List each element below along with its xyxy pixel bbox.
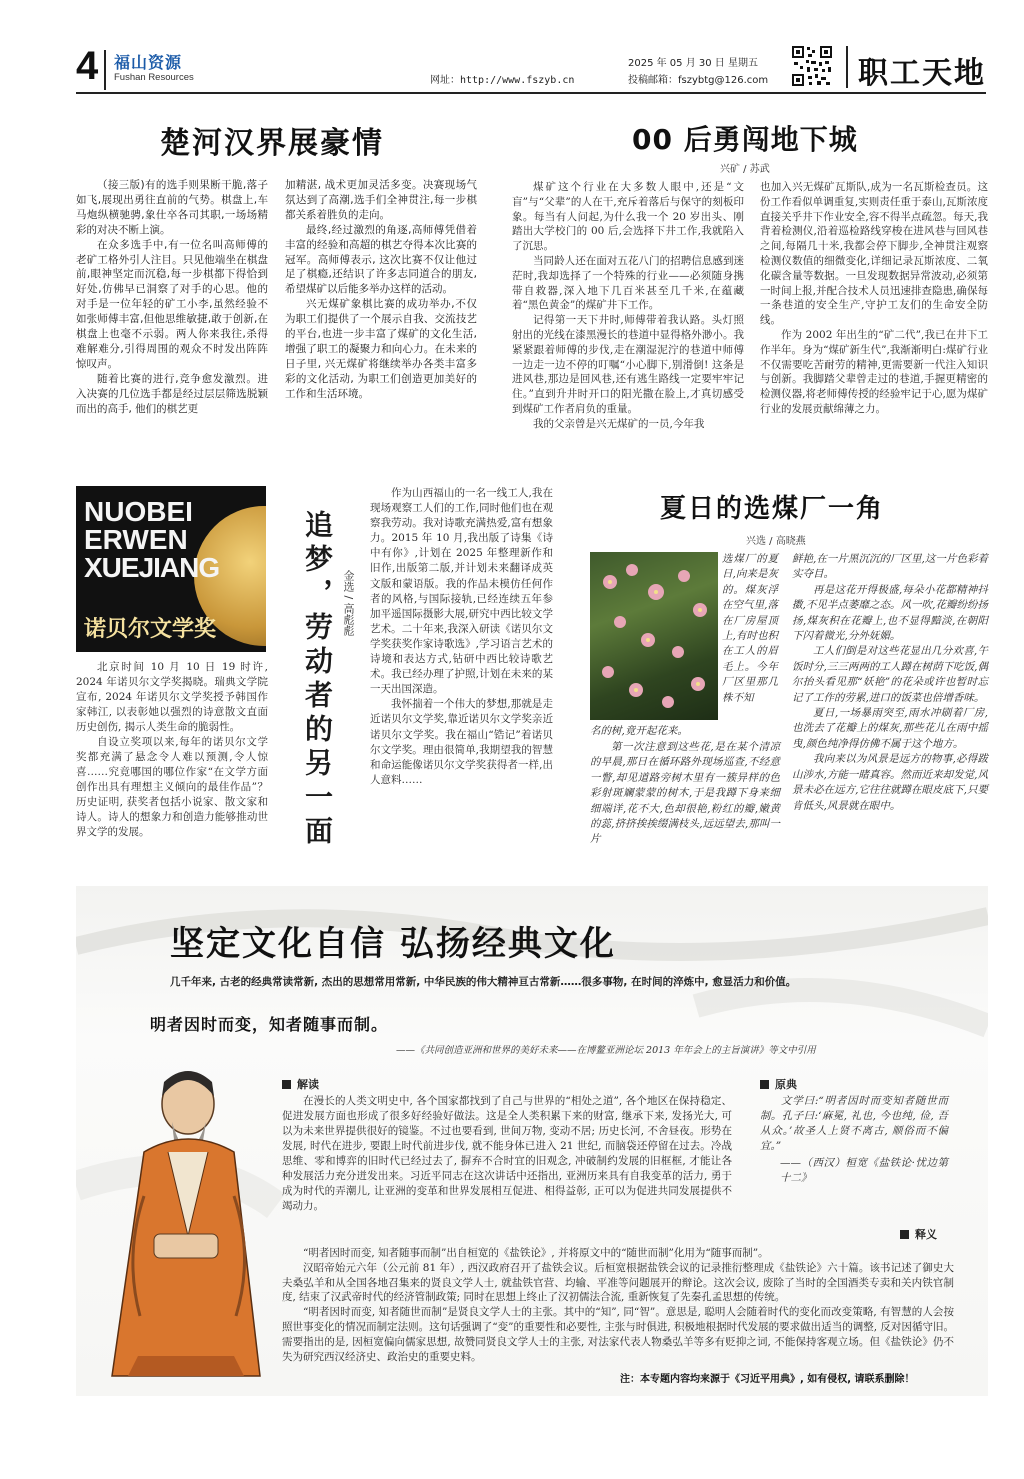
article2-col1-para: 我的父亲曾是兴无煤矿的一员,今年我 xyxy=(533,417,705,430)
jiedu-text xyxy=(282,1094,732,1214)
shiyi-para: 汉昭帝始元六年（公元前 81 年）, 西汉政府召开了盐铁会议。后桓宽根据盐铁会议的记录推衍整理成《盐铁论》六十篇。该书记述了御史大夫桑弘羊和从全国各地召集来的贤良文学人士, 就盐铁官营、均输、平准等问题展开的辩论。这次会议, 废除了当时的全国酒类专卖和关内铁官制度, 结束了汉武帝时代的经济管制政策; 同时在思想上终止了汉初儒法合流, 重新恢复了先秦孔孟思想的传统。 xyxy=(282,1261,954,1304)
article4-title: 夏日的选煤厂一角 xyxy=(660,494,885,524)
website: 网址：http://www.fszyb.cn xyxy=(430,75,575,86)
masthead xyxy=(76,40,986,92)
article1-col1-para: （接三版)有的选手则果断干脆,落子如飞,展现出勇往直前的气势。棋盘上,车马炮纵横驰骋,象仕卒各司其职,一场场精彩的对决不断上演。 xyxy=(76,179,268,236)
article3-right-para: 我怀揣着一个伟大的梦想,那就是走近诺贝尔文学奖,靠近诺贝尔文学奖亲近诺贝尔文学奖。我在福山“锆记”着诺贝尔文学奖。理由很简单,我期望我的智慧和命运能像诺贝尔文学奖获得者一样,出人意料…… xyxy=(370,698,553,786)
article4-col2-para: 工人们倒是对这些花显出几分欢喜,午饭时分,三三两两的工人蹲在树荫下吃饭,偶尔抬头看见那“妖艳”的花朵或许也暂时忘记了工作的劳累,进口的饭菜也倍增香味。 xyxy=(792,645,988,704)
yuandian-para: 文学曰:“明者因时而变知者随世而制。孔子曰:‘麻冕, 礼也, 今也纯, 俭, 吾从众。’故圣人上贤不离古, 顺俗而不偏宜。” xyxy=(760,1095,948,1152)
qr-code-icon xyxy=(790,44,834,88)
article2-col1-para: 煤矿这个行业在大多数人眼中,还是“文盲”与“父辈”的人在干,充斥着落后与保守的刻板印象。每当有人问起,为什么我一个 20 岁出头、刚踏出大学校门的 00 后,会选择下井工作,我就陷入了沉思。 xyxy=(512,181,744,253)
shiyi-para: “明者因时而变, 知者随世而制”是贤良文学人士的主张。其中的“知”, 同“智”。意思是, 聪明人会随着时代的变化而改变策略, 有智慧的人会按照世事变化的情况而制定法则。这句话强调了“变”的重要性和必要性, 主张与时俱进, 积极地根据时代发展的要求做出适当的调整, 反对因循守旧。需要指出的是, 因桓宽偏向儒家思想, 故赞同贤良文学人士的主张, 对法家代表人物桑弘羊等多有贬抑之词, 不能保持客观立场。但《盐铁论》仍不失为研究西汉经济史、政治史的重要史料。 xyxy=(282,1306,954,1363)
article3-left-para: 自设立奖项以来,每年的诺贝尔文学奖都充满了悬念令人难以预测,令人惊喜……究竟哪国的哪位作家“在文学方面创作出具有理想主义倾向的最佳作品”？历史证明, 获奖者包括小说家、散文家和诗人。诗人的想象力和创造力能够推动世界文学的发展。 xyxy=(76,736,268,838)
yuandian-source: ——（西汉）桓宽《盐铁论·忧边第十二》 xyxy=(780,1157,948,1184)
jiedu-para: 在漫长的人类文明史中, 各个国家都找到了自己与世界的“相处之道”, 各个地区在保持稳定、促进发展方面也形成了很多好经验好做法。这是全人类积累下来的财富, 继承下来, 发扬光大, 可以为未来世界提供很好的镜鉴。不过也要看到, 世间万物, 变动不居; 历史长河, 不舍昼夜。形势在发展, 时代在进步, 要跟上时代前进步伐, 就不能身体已进入 21 世纪, 而脑袋还停留在过去。冷战思维、零和博弈的旧时代已经过去了, 摒弃不合时宜的旧观念, 冲破制约发展的旧框框, 才能让各种发展活力充分迸发出来。习近平同志在这次讲话中还指出, 亚洲历来具有自我变革的活力, 勇于成为时代的弄潮儿, 让亚洲的变革和世界发展相互促进、相得益彰, 正可以为促进共同发展提供不竭动力。 xyxy=(282,1095,732,1212)
article1-col2-para: 兴无煤矿象棋比赛的成功举办,不仅为职工们提供了一个展示自我、交流技艺的平台,也进一步丰富了煤矿的文化生活, 增强了职工的凝聚力和向心力。在未来的日子里, 兴无煤矿将继续举办各类丰富多彩的文化活动, 为职工们创造更加美好的工作和生活环境。 xyxy=(285,298,477,400)
article4-col2-para: 夏日,一场暴雨突至,雨水冲刷着厂房,也洗去了花瓣上的煤灰,那些花儿在雨中摇曳,颜色纯净得仿佛不属于这个地方。 xyxy=(792,707,988,750)
poster-line1: NUOBEI xyxy=(84,496,193,527)
poster-line3: XUEJIANG xyxy=(84,552,220,583)
article4-col2 xyxy=(792,552,988,814)
article1-col1-para: 在众多选手中,有一位名叫高师傅的老矿工格外引人注目。只见他端坐在棋盘前,眼神坚定而沉稳,每一步棋都下得恰到好处,仿佛早已洞察了对手的心思。他的对手是一位年轻的矿工小李,虽然经验不如张师傅丰富,但他思维敏捷,敢于创新,在棋盘上也毫不示弱。两人你来我往,杀得难解难分,引得周围的观众不时发出阵阵惊叹声。 xyxy=(76,238,268,370)
article1-col1-para: 随着比赛的进行,竞争愈发激烈。进入决赛的几位选手都是经过层层筛选脱颖而出的高手, 他们的棋艺更 xyxy=(76,372,268,415)
article4-continued: 名的树,竟开起花来。 xyxy=(590,725,688,737)
section-title: 职工天地 xyxy=(858,56,986,91)
confucius-illustration xyxy=(84,1056,284,1386)
nobel-poster xyxy=(76,486,266,652)
article3-title-vertical: 追梦，劳动者的另一面 xyxy=(301,510,334,850)
header-rule xyxy=(76,92,986,94)
article2-byline: 兴矿 / 苏武 xyxy=(720,164,770,175)
article2-col2-para: 作为 2002 年出生的“矿二代”,我已在井下工作半年。身为“煤矿新生代”,我渐渐明白:煤矿行业不仅需要吃苦耐劳的精神,更需要新一代注入知识与创新。我脚踏父辈曾走过的巷道,手握更精密的检测仪器,将老师傅传授的经验牢记于心,愿为煤矿行业的发展贡献绵薄之力。 xyxy=(760,328,988,415)
article5-title: 坚定文化自信 弘扬经典文化 xyxy=(170,924,616,964)
article3-right-col xyxy=(370,486,553,788)
jiedu-label: 解读 xyxy=(282,1076,319,1092)
shiyi-para: “明者因时而变, 知者随事而制”出自桓宽的《盐铁论》, 并将原文中的“随世而制”化用为“随事而制”。 xyxy=(303,1247,769,1259)
submission-email: 投稿邮箱：fszybtg@126.com xyxy=(628,75,769,86)
article3-left-col xyxy=(76,660,268,840)
copyright-note: 注：本专题内容均来源于《习近平用典》, 如有侵权, 请联系删除！ xyxy=(620,1374,915,1385)
poster-line2: ERWEN xyxy=(84,524,188,555)
article1-title: 楚河汉界展豪情 xyxy=(160,126,384,161)
section-divider xyxy=(846,46,848,88)
article2-col2-para: 也加入兴无煤矿瓦斯队,成为一名瓦斯检查员。这份工作看似单调重复,实则责任重于泰山,瓦斯浓度直接关乎井下作业安全,容不得半点疏忽。每天,我背着检测仪,沿着巡检路线穿梭在进风巷与回风巷之间,每隔几十米,我都会停下脚步,全神贯注观察检测仪数值的细微变化,详细记录瓦斯浓度、二氧化碳含量等数据。一旦发现数据异常波动,必须第一时间上报,并配合技术人员迅速排查隐患,确保每一条巷道的安全生产,守护工友们的生命安全防线。 xyxy=(760,181,988,327)
article5-intro: 几千年来, 古老的经典常读常新, 杰出的思想常用常新, 中华民族的伟大精神亘古常新……很多事物, 在时间的淬炼中, 愈显活力和价值。 xyxy=(170,976,797,988)
shiyi-label: 释义 xyxy=(900,1226,937,1242)
article1-col2-para: 最终,经过激烈的角逐,高师傅凭借着丰富的经验和高超的棋艺夺得本次比赛的冠军。高师傅表示, 这次比赛不仅让他过足了棋瘾,还结识了许多志同道合的朋友, 希望煤矿以后能多举办这样的活动。 xyxy=(285,223,477,296)
yuandian-label: 原典 xyxy=(760,1076,797,1092)
article4-col2-para: 鲜艳,在一片黑沉沉的厂区里,这一片色彩着实夺目。 xyxy=(792,553,988,581)
article4-narrow-col: 选煤厂的夏日,向来是灰的。煤灰浮在空气里,落在厂房屋顶上,有时也积在工人的眉毛上。今年厂区里那几株不知 xyxy=(722,553,778,704)
article1-col1 xyxy=(76,178,268,417)
article4-col2-para: 再是这花开得极盛,每朵小花都精神抖擞,不见半点萎靡之态。风一吹,花瓣纷纷扬扬,煤灰积在花瓣上,也不显得黯淡,在朝阳下闪着微光,分外妩媚。 xyxy=(792,583,988,643)
flower-photo xyxy=(590,552,718,720)
issue-date: 2025 年 05 月 30 日 星期五 xyxy=(628,58,758,69)
article3-byline: 金选 / 高彪彪 xyxy=(342,570,355,636)
page-number-divider xyxy=(104,50,106,90)
article2-col1-para: 记得第一天下井时,师傅带着我认路。头灯照射出的光线在漆黑漫长的巷道中显得格外渺小。我紧紧跟着师傅的步伐,走在潮湿泥泞的巷道中师傅一边走一边不停的叮嘱“小心脚下,别滑倒! 这条是进风巷,那边是回风巷,还有逃生路线一定要牢牢记住。”直到升井时开口的阳光撒在脸上,才真切感受到煤矿工作者肩负的重量。 xyxy=(512,314,744,415)
article4-byline: 兴选 / 高晓燕 xyxy=(746,536,806,547)
paper-name: 福山资源 xyxy=(114,53,183,72)
yuandian-text xyxy=(760,1094,948,1154)
article5-quote: 明者因时而变，知者随事而制。 xyxy=(150,1015,389,1034)
article2-col1-para: 当同龄人还在面对五花八门的招聘信息感到迷茫时,我却选择了一个特殊的行业——必须随身携带自救器,深入地下几百米甚至几千米,在蕴藏着“黑色黄金”的煤矿井下工作。 xyxy=(512,254,744,312)
article2-title: 00 后勇闯地下城 xyxy=(632,123,858,156)
article5-quote-source: ——《共同创造亚洲和世界的美好未来——在博鳌亚洲论坛 2013 年年会上的主旨演讲》等文中引用 xyxy=(396,1045,816,1056)
article4-col2-para: 我向来以为风景是远方的物事,必得跋山涉水,方能一睹真容。然而近来却发觉,风景未必在远方,它往往就蹲在眼皮底下,只要肯低头,风景就在眼中。 xyxy=(792,753,988,812)
article2-col2 xyxy=(760,180,988,417)
article3-right-para: 作为山西福山的一名一线工人,我在现场观察工人们的工作,同时他们也在观察我劳动。我对诗歌充满热爱,富有想象力。2015 年 10 月,我出版了诗集《诗中有你》,计划在 2025 年整理新作和旧作,出版第二版,并计划未来翻译成英文版和蒙语版。我的作品未模仿任何作者的风格,与国际接轨,已经连续五年参加平遥国际摄影大展,研究中西比较文学艺术。二十年来,我深入研读《诺贝尔文学奖获奖作家诗歌选》,学习语言艺术的诗境和表达方式,钻研中西比较诗歌艺术。我已经办理了护照,计划在未来的某一天出国深造。 xyxy=(370,487,553,696)
poster-cn: 诺贝尔文学奖 xyxy=(84,617,217,642)
page-number: 4 xyxy=(76,44,99,88)
shiyi-text xyxy=(282,1246,954,1364)
article4-col1-para: 第一次注意到这些花,是在某个清凉的早晨,那日在循环路外现场巡查,不经意一瞥,却见道路旁树木里有一簇异样的色彩射斑斓蒙蒙的树木,于是我蹲下身来细细端详,花不大,色却很艳,粉红的瓣,嫩黄的蕊,挤挤挨挨缀满枝头,远远望去,那叫一片 xyxy=(590,741,780,846)
article3-left-para: 北京时间 10 月 10 日 19 时许, 2024 年诺贝尔文学奖揭晓。瑞典文学院宣布, 2024 年诺贝尔文学奖授予韩国作家韩江, 以表彰她以强烈的诗意散文直面历史创伤, 揭示人类生命的脆弱性。 xyxy=(76,661,268,733)
article1-col2 xyxy=(285,178,477,402)
article1-col2-para: 加精湛, 战术更加灵活多变。决赛现场气氛达到了高潮,选手们全神贯注,每一步棋都关系着胜负的走向。 xyxy=(285,179,477,221)
article4-col1 xyxy=(590,740,780,848)
paper-name-en: Fushan Resources xyxy=(114,72,194,83)
article2-col1 xyxy=(512,180,744,432)
